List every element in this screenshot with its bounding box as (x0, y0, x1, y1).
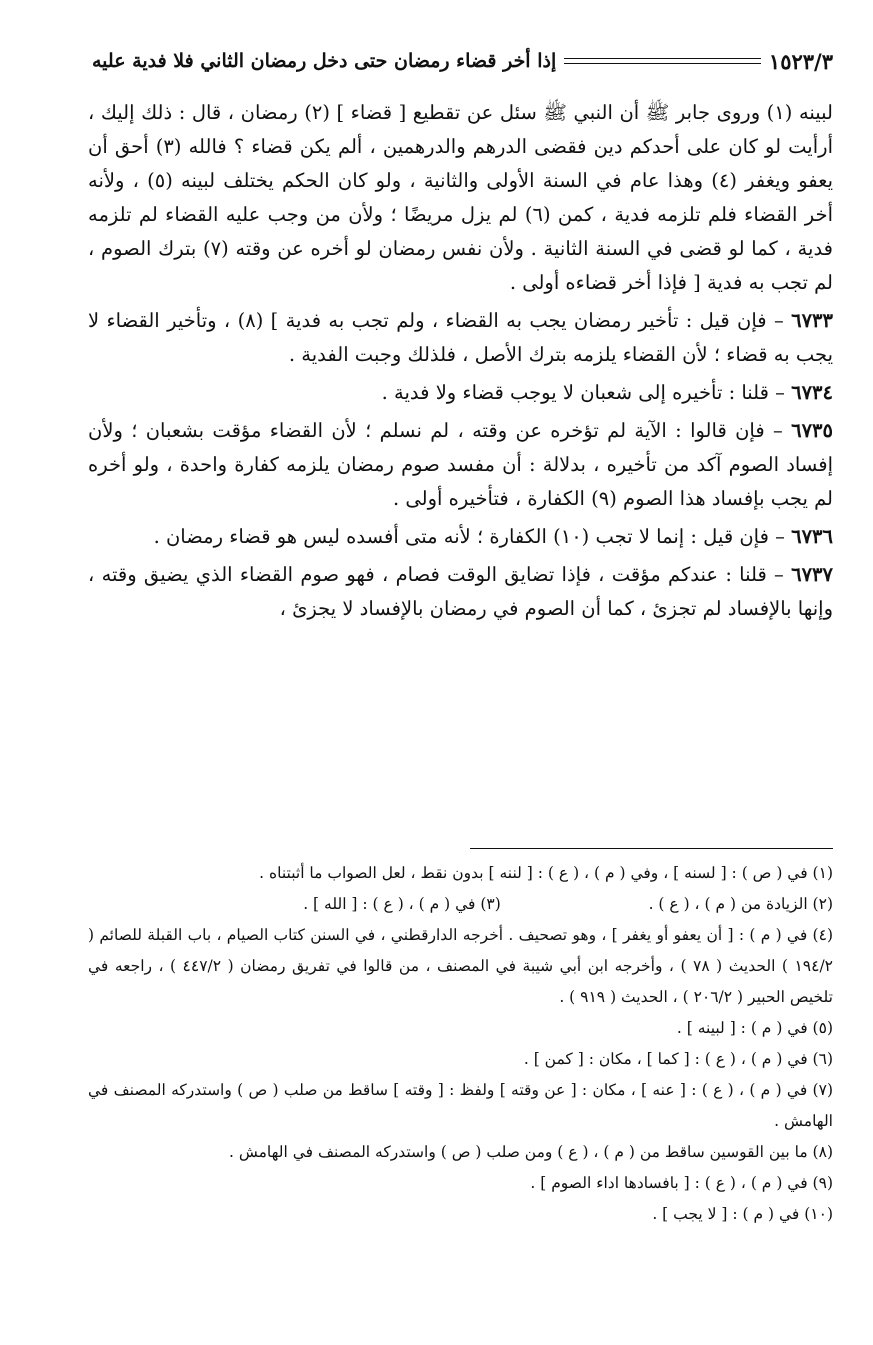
paragraph-number: ٦٧٣٣ (791, 309, 833, 332)
header-rule (564, 58, 761, 64)
paragraph-number: ٦٧٣٥ (791, 419, 833, 442)
page-header (92, 44, 833, 78)
paragraph (88, 304, 833, 372)
paragraph (88, 376, 833, 410)
paragraph-text: – قلنا : تأخيره إلى شعبان لا يوجب قضاء ولا فدية . (381, 381, 792, 404)
paragraph (88, 414, 833, 516)
paragraph-text: – فإن قيل : تأخير رمضان يجب به القضاء ، ولم تجب به فدية ] (٨) ، وتأخير القضاء لا يجب به قضاء ؛ لأن القضاء يلزمه بترك الأصل ، فلذلك وجبت الفدية . (88, 309, 833, 366)
paragraph (88, 96, 833, 300)
footnote: (٤) في ( م ) : [ أن يعفو أو يغفر ] ، وهو تصحيف . أخرجه الدارقطني ، في السنن كتاب الصيام ، باب القبلة للصائم ( ١٩٤/٢ ) الحديث ( ٧٨ ) ، وأخرجه ابن أبي شيبة في المصنف ، من قالوا في تفريق رمضان ( ٤٤٧/٢ ) ، راجعه في تلخيص الحبير ( ٢٠٦/٢ ) ، الحديث ( ٩١٩ ) . (88, 926, 833, 1006)
footnote: (٢) الزيادة من ( م ) ، ( ع ) . (٣) في ( م ) ، ( ع ) : [ الله ] . (303, 895, 833, 913)
footnote: (٨) ما بين القوسين ساقط من ( م ) ، ( ع ) ومن صلب ( ص ) واستدركه المصنف في الهامش . (228, 1143, 833, 1161)
footnote: (٩) في ( م ) ، ( ع ) : [ بافسادها اداء الصوم ] . (530, 1174, 833, 1192)
paragraph (88, 558, 833, 626)
paragraph-number: ٦٧٣٦ (791, 525, 833, 548)
footnote-separator (470, 848, 833, 849)
footnote: (٥) في ( م ) : [ لبينه ] . (676, 1019, 833, 1037)
main-text (88, 96, 833, 630)
footnote: (٧) في ( م ) ، ( ع ) : [ عنه ] ، مكان : [ عن وقته ] ولفظ : [ وقته ] ساقط من صلب ( ص ) واستدركه المصنف في الهامش . (88, 1081, 833, 1130)
paragraph-text: – فإن قالوا : الآية لم تؤخره عن وقته ، لم نسلم ؛ لأن القضاء مؤقت بشعبان ؛ ولأن إفساد الصوم آكد من تأخيره ، بدلالة : أن مفسد صوم رمضان يلزمه كفارة واحدة ، ولو أخره لم يجب بإفساد هذا الصوم (٩) الكفارة ، فتأخيره أولى . (88, 419, 833, 510)
paragraph-number: ٦٧٣٤ (791, 381, 833, 404)
footnote: (٦) في ( م ) ، ( ع ) : [ كما ] ، مكان : [ كمن ] . (523, 1050, 833, 1068)
page-number: ١٥٢٣/٣ (768, 48, 833, 74)
paragraph-text: لبينه (١) وروى جابر ﷺ أن النبي ﷺ سئل عن تقطيع [ قضاء ] (٢) رمضان ، قال : ذلك إليك ، أرأيت لو كان على أحدكم دين فقضى الدرهم والدرهمين ، ألم يكن قضاء ؟ فالله (٣) أحق أن يعفو ويغفر (٤) وهذا عام في السنة الأولى والثانية ، ولو كان الحكم يختلف لبينه (٥) ، ولأنه أخر القضاء فلم تلزمه فدية ، كمن (٦) لم يزل مريضًا ؛ ولأن من وجب عليه القضاء لم تلزمه فدية ، كما لو قضى في السنة الثانية . ولأن نفس رمضان لو أخره عن وقته (٧) بترك الصوم ، لم تجب به فدية [ فإذا أخر قضاءه أولى . (88, 101, 833, 294)
running-title: إذا أخر قضاء رمضان حتى دخل رمضان الثاني فلا فدية عليه (92, 50, 557, 72)
paragraph-text: – فإن قيل : إنما لا تجب (١٠) الكفارة ؛ لأنه متى أفسده ليس هو قضاء رمضان . (153, 525, 792, 548)
footnote: (١٠) في ( م ) : [ لا يجب ] . (652, 1205, 833, 1223)
footnote: (١) في ( ص ) : [ لسنه ] ، وفي ( م ) ، ( ع ) : [ لننه ] بدون نقط ، لعل الصواب ما أثبتناه . (259, 864, 833, 882)
paragraph (88, 520, 833, 554)
paragraph-text: – قلنا : عندكم مؤقت ، فإذا تضايق الوقت فصام ، فهو صوم القضاء الذي يضيق وقته ، وإنها بالإفساد لم تجزئ ، كما أن الصوم في رمضان بالإفساد لا يجزئ ، (88, 563, 833, 620)
footnotes (88, 858, 833, 1230)
paragraph-number: ٦٧٣٧ (791, 563, 833, 586)
